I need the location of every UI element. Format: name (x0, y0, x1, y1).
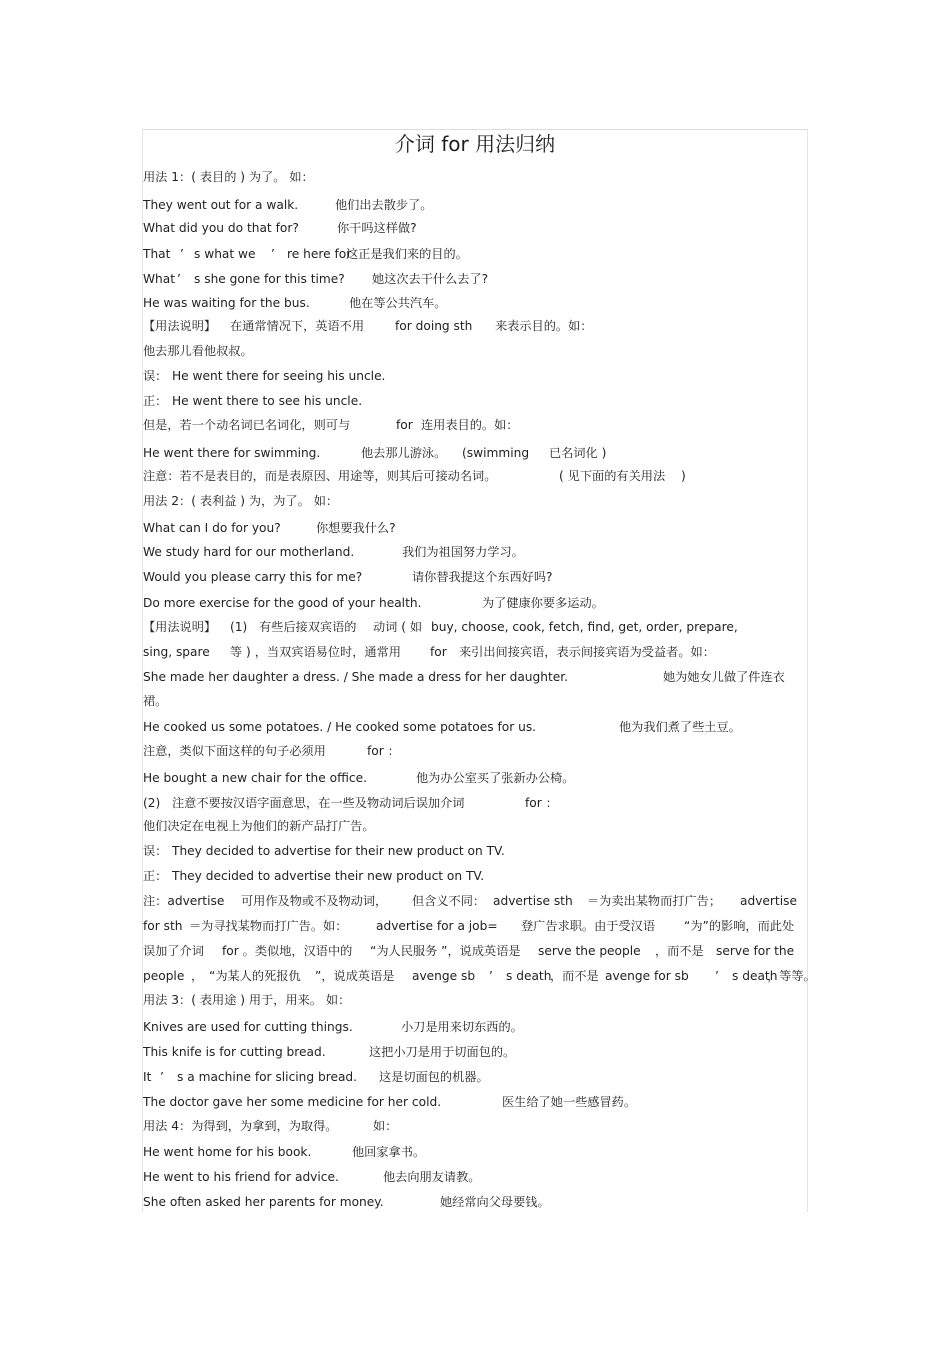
text-segment: Would you please carry this for me? (143, 570, 363, 584)
text-segment: 用法 1：( 表目的 ) 为了。 如： (143, 170, 314, 184)
text-segment: ＝为卖出某物而打广告； (587, 894, 722, 908)
text-segment: sing, spare (143, 645, 210, 659)
text-segment: 医生给了她一些感冒药。 (502, 1095, 637, 1109)
text-segment: 请你替我提这个东西好吗? (412, 570, 553, 584)
text-segment: 这是切面包的机器。 (379, 1070, 489, 1084)
text-segment: This knife is for cutting bread. (143, 1045, 326, 1059)
text-segment: (1) (230, 620, 248, 634)
text-segment: 他们出去散步了。 (335, 198, 433, 212)
text-segment: 注意：若不是表目的，而是表原因、用途等，则其后可接动名词。 (143, 469, 497, 483)
text-segment: “为”的影响，而此处 (684, 919, 795, 933)
text-segment: 她这次去干什么去了? (372, 272, 489, 286)
text-segment: 有些后接双宾语的 (259, 620, 357, 634)
text-segment: 你干吗这样做? (337, 221, 417, 235)
text-segment: advertise sth (493, 894, 573, 908)
text-segment: advertise for a job= (376, 919, 498, 933)
text-segment: 我们为祖国努力学习。 (402, 545, 524, 559)
text-segment: s what we (194, 247, 256, 261)
text-segment: ＝为寻找某物而打广告。如： (189, 919, 348, 933)
text-segment: s a machine for slicing bread. (177, 1070, 358, 1084)
text-segment: 正： (143, 869, 168, 883)
text-segment: 等 ) ，当双宾语易位时，通常用 (230, 645, 401, 659)
text-segment: She often asked her parents for money. (143, 1195, 384, 1209)
text-segment: 用法 2：( 表利益 ) 为，为了。 如： (143, 494, 339, 508)
text-segment: (2) (143, 796, 161, 810)
text-segment: 他去那儿看他叔叔。 (143, 344, 253, 358)
text-segment: 来引出间接宾语，表示间接宾语为受益者。如： (459, 645, 715, 659)
text-segment: We study hard for our motherland. (143, 545, 355, 559)
text-segment: ，而不是 (550, 969, 599, 983)
text-segment: What (143, 272, 176, 286)
text-segment: 用法 3：( 表用途 ) 用于，用来。 如： (143, 993, 351, 1007)
text-segment: ’ (715, 969, 719, 983)
text-segment: He cooked us some potatoes. / He cooked some potatoes for us. (143, 720, 537, 734)
text-segment: serve the people (538, 944, 641, 958)
text-segment: 但是，若一个动名词已名词化，则可与 (143, 418, 351, 432)
text-segment: 误加了介词 (143, 944, 204, 958)
text-segment: He was waiting for the bus. (143, 296, 310, 310)
text-segment: 他去那儿游泳。 (361, 446, 447, 460)
text-segment: s death (732, 969, 778, 983)
text-segment: for doing sth (395, 319, 473, 333)
text-segment: ，等等。 (767, 969, 816, 983)
text-segment: 这把小刀是用于切面包的。 (369, 1045, 516, 1059)
text-segment: buy, choose, cook, fetch, find, get, order, prepare, (431, 620, 738, 634)
text-segment: 为了健康你要多运动。 (482, 596, 604, 610)
text-segment: 动词 ( 如 (373, 620, 423, 634)
text-segment: for ： (367, 744, 400, 758)
text-segment: people (143, 969, 185, 983)
text-segment: 注意，类似下面这样的句子必须用 (143, 744, 326, 758)
text-segment: 已名词化 ) (549, 446, 607, 460)
text-segment: serve for the (716, 944, 795, 958)
text-segment: 注意不要按汉语字面意思，在一些及物动词后误加介词 (172, 796, 465, 810)
text-segment: 误： (143, 844, 168, 858)
text-segment: “为某人的死报仇 (209, 969, 301, 983)
text-segment: 正： (143, 394, 168, 408)
text-segment: It (143, 1070, 152, 1084)
text-segment: ’ (271, 247, 275, 261)
text-segment: 他去向朋友请教。 (383, 1170, 481, 1184)
text-segment: He went to his friend for advice. (143, 1170, 339, 1184)
text-segment: He went there to see his uncle. (172, 394, 363, 408)
text-segment: What can I do for you? (143, 521, 281, 535)
text-segment: He went home for his book. (143, 1145, 312, 1159)
text-segment: They decided to advertise for their new product on TV. (172, 844, 505, 858)
text-segment: He went there for swimming. (143, 446, 321, 460)
text-segment: Do more exercise for the good of your health. (143, 596, 422, 610)
text-segment: 这正是我们来的目的。 (346, 247, 468, 261)
text-segment: 【用法说明】 (143, 319, 217, 333)
text-segment: for (396, 418, 413, 432)
text-segment: s death (506, 969, 552, 983)
text-segment: 他们决定在电视上为他们的新产品打广告。 (143, 819, 375, 833)
text-segment: 他为办公室买了张新办公椅。 (416, 771, 575, 785)
text-segment: ， (191, 969, 204, 983)
text-segment: 来表示目的。如： (495, 319, 593, 333)
text-segment: 注：advertise (143, 894, 225, 908)
text-segment: 误： (143, 369, 168, 383)
text-segment: 裙。 (143, 694, 168, 708)
text-segment: for ： (525, 796, 558, 810)
text-segment: They went out for a walk. (143, 198, 299, 212)
text-segment: 他在等公共汽车。 (349, 296, 447, 310)
text-segment: 登广告求职。由于受汉语 (521, 919, 656, 933)
text-segment: Knives are used for cutting things. (143, 1020, 353, 1034)
text-segment: for 。类似地，汉语中的 (222, 944, 353, 958)
text-segment: ) (681, 469, 686, 483)
text-segment: ’ (160, 1070, 164, 1084)
text-segment: 如： (373, 1119, 398, 1133)
text-segment: ’ (177, 272, 181, 286)
text-segment: re here for (287, 247, 352, 261)
text-segment: 她经常向父母要钱。 (440, 1195, 550, 1209)
text-segment: 她为她女儿做了件连衣 (663, 670, 785, 684)
text-segment: 但含义不同： (412, 894, 486, 908)
text-segment: ”，说成英语是 (315, 969, 395, 983)
text-segment: for (430, 645, 447, 659)
text-segment: 连用表目的。如： (421, 418, 519, 432)
text-segment: ( 见下面的有关用法 (559, 469, 666, 483)
page-title: 介词 for 用法归纳 (394, 132, 556, 156)
text-segment: 小刀是用来切东西的。 (401, 1020, 523, 1034)
text-segment: 在通常情况下，英语不用 (230, 319, 365, 333)
text-segment: What did you do that for? (143, 221, 299, 235)
text-segment: avenge sb (412, 969, 476, 983)
text-segment: 你想要我什么? (316, 521, 396, 535)
text-segment: He went there for seeing his uncle. (172, 369, 386, 383)
text-segment: “为人民服务 ”，说成英语是 (370, 944, 521, 958)
text-segment: ’ (180, 247, 184, 261)
text-segment: The doctor gave her some medicine for her cold. (143, 1095, 442, 1109)
text-segment: s she gone for this time? (194, 272, 345, 286)
text-segment: ’ (489, 969, 493, 983)
text-segment: ，而不是 (655, 944, 704, 958)
text-segment: 可用作及物或不及物动词， (241, 894, 388, 908)
text-segment: advertise (740, 894, 797, 908)
text-segment: He bought a new chair for the office. (143, 771, 367, 785)
text-segment: She made her daughter a dress. / She made a dress for her daughter. (143, 670, 569, 684)
text-segment: avenge for sb (605, 969, 689, 983)
text-segment: 他为我们煮了些土豆。 (619, 720, 741, 734)
text-segment: 用法 4：为得到，为拿到，为取得。 (143, 1119, 338, 1133)
text-segment: (swimming (462, 446, 530, 460)
text-segment: 【用法说明】 (143, 620, 217, 634)
text-segment: for sth (143, 919, 183, 933)
text-segment: 他回家拿书。 (352, 1145, 426, 1159)
text-segment: That (143, 247, 171, 261)
text-segment: They decided to advertise their new product on TV. (172, 869, 485, 883)
